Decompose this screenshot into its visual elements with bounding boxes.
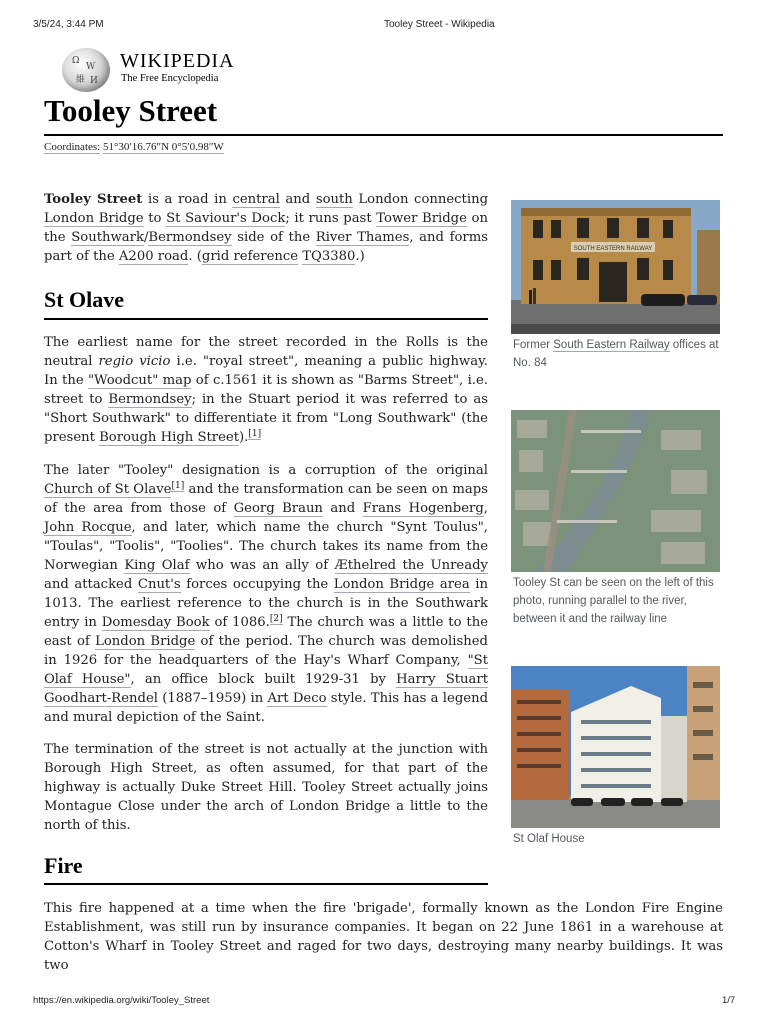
link-st-olaf-house[interactable]: "St Olaf House"	[44, 653, 488, 687]
link-king-olaf[interactable]: King Olaf	[124, 558, 190, 573]
link-river-thames[interactable]: River Thames	[315, 230, 410, 245]
para-text: in 1013. The earliest reference to the church is in the Southwark entry in	[44, 577, 488, 630]
link-woodcut-map[interactable]: "Woodcut" map	[87, 373, 192, 388]
wikipedia-globe-logo-icon[interactable]: Ω W 維 И	[62, 48, 110, 92]
figure-st-olaf-house-caption: St Olaf House	[513, 833, 585, 845]
link-cnuts[interactable]: Cnut's	[137, 577, 181, 592]
para-text: i.e. "royal street", meaning a public highway. In the	[44, 354, 488, 388]
link-south[interactable]: south	[315, 192, 353, 207]
link-grid-reference[interactable]: grid reference	[201, 249, 299, 264]
para-text: (1887–1959) in	[157, 691, 268, 706]
intro-text: London connecting	[352, 192, 489, 207]
coordinates-label-link[interactable]: Coordinates:	[44, 141, 101, 153]
para-text: The later "Tooley" designation is a corruption of the original	[44, 463, 488, 478]
figure-railway-caption	[513, 336, 723, 372]
intro-text: to	[143, 211, 167, 226]
section-heading-st-olave: St Olave	[44, 287, 125, 312]
figure-aerial-caption: Tooley St can be seen on the left of this photo, running parallel to the river, between it and the railway line	[513, 577, 714, 625]
print-datetime: 3/5/24, 3:44 PM	[33, 19, 104, 30]
intro-paragraph	[44, 190, 488, 266]
coordinates-value-link[interactable]: 51°30′16.76″N 0°5′0.98″W	[102, 141, 224, 153]
intro-text: . (	[188, 249, 202, 264]
link-georg-braun[interactable]: Georg Braun	[233, 501, 323, 516]
para-text: of the period. The church was demolished in 1926 for the headquarters of the Hay's Wharf Company,	[44, 634, 488, 668]
para-text: forces occupying the	[180, 577, 334, 592]
intro-text: , and forms part of the	[44, 230, 488, 264]
para-text: , an office block built 1929-31 by	[130, 672, 397, 687]
para-text: and	[322, 501, 363, 516]
link-frans-hogenberg[interactable]: Frans Hogenberg	[362, 501, 484, 516]
link-church-of-st-olave[interactable]: Church of St Olave	[44, 482, 172, 497]
link-borough-high-street[interactable]: Borough High Street	[99, 430, 239, 445]
st-olave-paragraph-1	[44, 333, 488, 447]
para-text: of c.1561 it is shown as "Barms Street", i.e. street to	[44, 373, 488, 407]
para-italic: regio vicio	[98, 354, 171, 369]
coordinates	[44, 141, 224, 153]
section-divider	[44, 883, 488, 885]
link-central[interactable]: central	[232, 192, 280, 207]
intro-text: ; it runs past	[285, 211, 377, 226]
reference-1[interactable]: [1]	[171, 480, 185, 491]
link-london-bridge[interactable]: London Bridge	[44, 211, 144, 226]
caption-text: Former	[513, 339, 554, 351]
link-london-bridge-area[interactable]: London Bridge area	[333, 577, 470, 592]
reference-2[interactable]: [2]	[269, 613, 283, 624]
st-olave-paragraph-3: The termination of the street is not actually at the junction with Borough High Street, as often assumed, for that part of the highway is actually Duke Street Hill. Tooley Street actually joins Montague Close under the arch of London Bridge a little to the north of this.	[44, 742, 488, 833]
figure-railway-sign-text: SOUTH EASTERN RAILWAY	[573, 246, 653, 252]
intro-text: and	[279, 192, 316, 207]
link-art-deco[interactable]: Art Deco	[267, 691, 327, 706]
para-text: The church was a little to the east of	[44, 615, 488, 649]
para-text: ; in the Stuart period it was referred to as "Short Southwark" to differentiate it from "Long Southwark" (the present	[44, 392, 489, 445]
section-divider	[44, 318, 488, 320]
link-london-bridge[interactable]: London Bridge	[95, 634, 196, 649]
link-south-eastern-railway[interactable]: South Eastern Railway	[553, 339, 670, 351]
figure-railway-offices-image[interactable]	[511, 200, 720, 334]
intro-text: /	[143, 230, 149, 245]
st-olave-paragraph-2	[44, 461, 488, 727]
print-page-title: Tooley Street - Wikipedia	[384, 19, 495, 30]
wikipedia-tagline: The Free Encyclopedia	[121, 73, 219, 84]
intro-text: is a road in	[142, 192, 233, 207]
para-text: who was an ally of	[189, 558, 335, 573]
section-heading-fire: Fire	[44, 853, 83, 878]
print-url: https://en.wikipedia.org/wiki/Tooley_Street	[33, 995, 210, 1006]
intro-text: on the	[44, 211, 488, 245]
para-text: The earliest name for the street recorded in the Rolls is the neutral	[44, 335, 488, 369]
link-bermondsey[interactable]: Bermondsey	[148, 230, 232, 245]
link-harry-stuart-goodhart-rendel[interactable]: Harry Stuart Goodhart-Rendel	[44, 672, 489, 706]
intro-bold-title: Tooley Street	[44, 192, 143, 207]
wikipedia-wordmark[interactable]: WIKIPEDIA	[120, 50, 235, 72]
link-southwark[interactable]: Southwark	[71, 230, 144, 245]
figure-aerial-photo-image[interactable]	[511, 410, 720, 572]
para-text: , and later, which name the church "Synt Toulus", "Toulas", "Toolis", "Toolies". The church takes its name from the Norwegian	[44, 520, 488, 573]
reference-1[interactable]: [1]	[248, 428, 262, 439]
caption-text: offices at No. 84	[513, 339, 719, 369]
print-page-number: 1/7	[722, 995, 736, 1006]
link-st-saviours-dock[interactable]: St Saviour's Dock	[166, 211, 286, 226]
intro-text: side of the	[231, 230, 316, 245]
figure-st-olaf-house-image[interactable]	[511, 666, 720, 828]
para-text: of 1086.	[209, 615, 270, 630]
intro-text: .)	[355, 249, 365, 264]
link-tq3380[interactable]: TQ3380	[302, 249, 356, 264]
para-text: and the transformation can be seen on maps of the area from those of	[44, 482, 488, 516]
para-text: ).	[239, 430, 249, 445]
link-tower-bridge[interactable]: Tower Bridge	[376, 211, 467, 226]
para-text: and attacked	[44, 577, 138, 592]
link-a200-road[interactable]: A200 road	[118, 249, 189, 264]
link-domesday-book[interactable]: Domesday Book	[101, 615, 210, 630]
link-john-rocque[interactable]: John Rocque	[44, 520, 132, 535]
para-text: ,	[483, 501, 488, 516]
link-aethelred-the-unready[interactable]: Æthelred the Unready	[334, 558, 488, 573]
link-bermondsey[interactable]: Bermondsey	[108, 392, 192, 407]
title-divider	[44, 134, 723, 136]
fire-paragraph-1: This fire happened at a time when the fire 'brigade', formally known as the London Fire Engine Establishment, was still run by insurance companies. It began on 22 June 1861 in a warehouse at Cotton's Wharf in Tooley Street and raged for two days, destroying many nearby buildings. It was two	[44, 901, 723, 973]
page-title: Tooley Street	[44, 93, 218, 128]
para-text: style. This has a legend and mural depiction of the Saint.	[44, 691, 489, 725]
